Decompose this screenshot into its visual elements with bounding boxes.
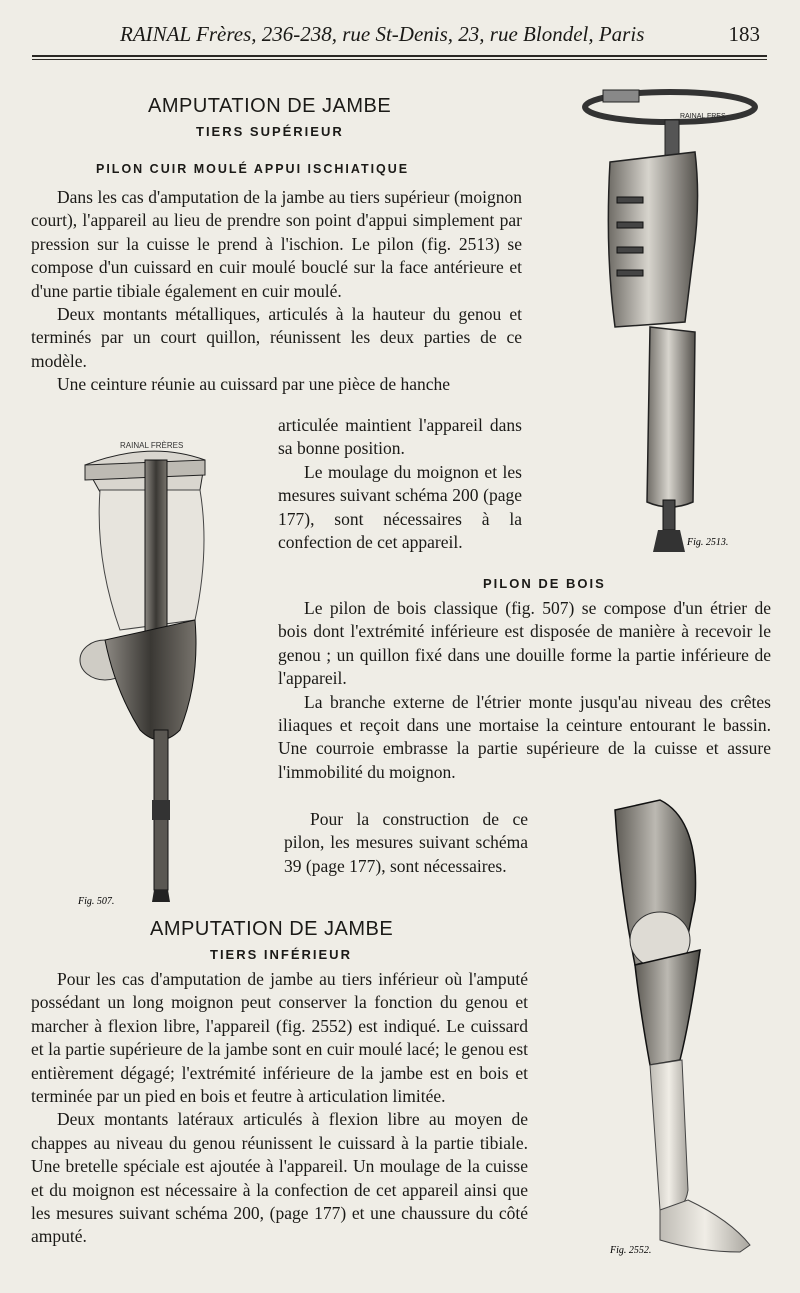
- page-number: 183: [728, 22, 760, 46]
- figure-2513-prosthesis-illustration: [575, 82, 775, 562]
- section1-paragraph-1: Dans les cas d'amputation de la jambe au tiers supérieur (moignon court), l'appareil au lieu de prendre son point d'appui simplement par pression sur la cuisse le prend à l'ischion. Le pilon (fig. 2513) se compose d'un cuissard en cuir moulé bouclé sur la face antérieure et d'une partie tibiale également en cuir moulé.: [31, 187, 522, 301]
- running-title: RAINAL Frères, 236-238, rue St-Denis, 23, rue Blondel, Paris: [120, 22, 645, 46]
- section1-text: [31, 186, 522, 397]
- section1-paragraph-3: Une ceinture réunie au cuissard par une pièce de hanche: [57, 374, 451, 395]
- section2-subheading: PILON DE BOIS: [483, 576, 606, 591]
- section3-text: [31, 968, 528, 1249]
- section2-text-narrow: [284, 808, 528, 878]
- fig2513-caption: Fig. 2513.: [687, 537, 729, 548]
- figure-507-wooden-pilon-illustration: [70, 420, 280, 910]
- header-rule-thin: [32, 59, 767, 60]
- section2-text: [278, 597, 771, 784]
- section3-paragraph-2: Deux montants latéraux articulés à flexion libre au moyen de chappes au niveau du genou réunissent le cuissard à la partie tibiale. Une bretelle spéciale est ajoutée à l'appareil. Un moulage de la cuisse et du moignon est nécessaire à la confection de cet appareil ainsi que les mesures suivant schéma 200, (page 177) et une chaussure du côté amputé.: [31, 1109, 528, 1247]
- section3-paragraph-1: Pour les cas d'amputation de jambe au tiers inférieur où l'amputé possédant un long moignon peut conserver la fonction du genou et marcher à flexion libre, l'appareil (fig. 2552) est indiqué. Le cuissard et la partie supérieure de la jambe sont en cuir moulé lacé; le genou est entièrement dégagé; l'extrémité inférieure de la jambe est en bois et terminée par un pied en bois et feutre à articulation limitée.: [31, 969, 528, 1107]
- section1-subtitle: TIERS SUPÉRIEUR: [196, 124, 344, 139]
- section1-paragraph-3-cont: articulée maintient l'appareil dans sa bonne position.: [278, 415, 522, 459]
- fig2552-caption: Fig. 2552.: [610, 1245, 652, 1256]
- section1-title: AMPUTATION DE JAMBE: [148, 95, 392, 117]
- fig2513-belt-label: RAINAL FRES: [680, 113, 726, 120]
- section1-text-narrow: [278, 414, 522, 554]
- section1-subheading: PILON CUIR MOULÉ APPUI ISCHIATIQUE: [96, 162, 410, 176]
- section2-paragraph-2: La branche externe de l'étrier monte jusqu'au niveau des crêtes iliaques et reçoit dans une mortaise la ceinture entourant le bassin. Une courroie embrasse la partie supérieure de la cuisse et assure l'immobilité du moignon.: [278, 691, 771, 782]
- section2-paragraph-3: Pour la construction de ce pilon, les mesures suivant schéma 39 (page 177), sont nécessaires.: [284, 809, 528, 876]
- section2-paragraph-1: Le pilon de bois classique (fig. 507) se compose d'un étrier de bois dont l'extrémité inférieure est disposée de manière à recevoir le genou ; un quillon fixé dans une douille forme la partie inférieure de l'appareil.: [278, 598, 771, 689]
- figure-2552-leg-prosthesis-illustration: [590, 790, 790, 1260]
- fig507-belt-label: RAINAL FRÈRES: [120, 441, 184, 450]
- fig507-caption: Fig. 507.: [78, 896, 115, 907]
- header-rule: [32, 55, 767, 57]
- section3-title: AMPUTATION DE JAMBE: [150, 918, 394, 940]
- running-header: [120, 22, 760, 56]
- section3-subtitle: TIERS INFÉRIEUR: [210, 947, 352, 962]
- section1-paragraph-4: Le moulage du moignon et les mesures suivant schéma 200 (page 177), sont nécessaires à la confection de cet appareil.: [278, 461, 522, 553]
- section1-paragraph-2: Deux montants métalliques, articulés à la hauteur du genou et terminés par un court quillon, réunissent les deux parties de ce modèle.: [31, 304, 522, 371]
